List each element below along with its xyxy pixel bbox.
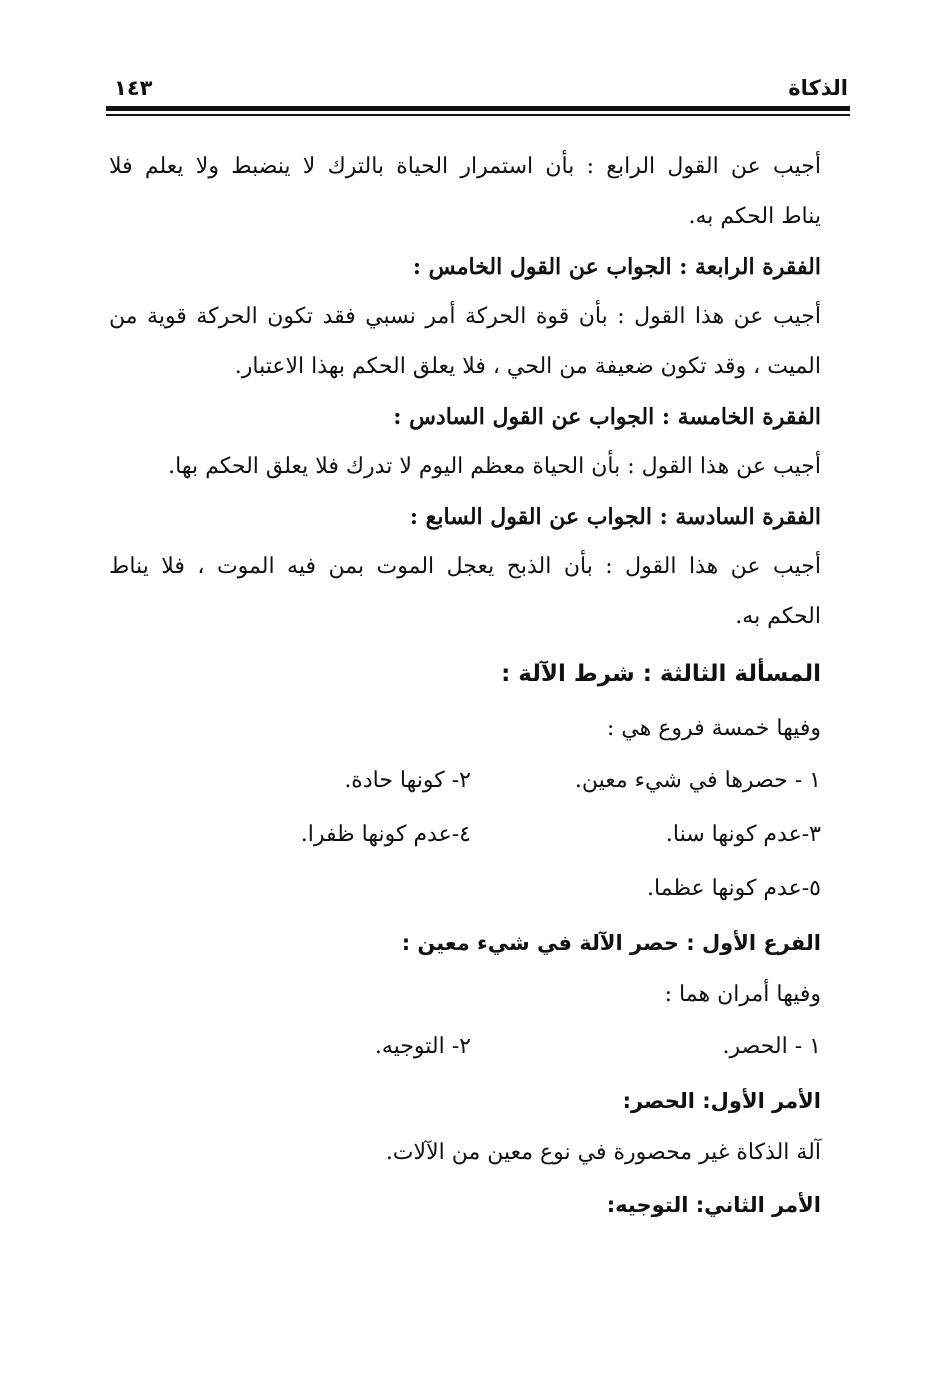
branch-item: ٤-عدم كونها ظفرا. [300,822,471,847]
paragraph-answer-fifth-line2: الميت ، وقد تكون ضعيفة من الحي ، فلا يعلق الحكم بهذا الاعتبار. [234,354,821,379]
branches-row-3 [109,862,821,916]
page-number: ١٤٣ [114,76,153,100]
branch1-title: الفرع الأول : حصر الآلة في شيء معين : [401,931,821,955]
running-title: الذكاة [788,76,848,100]
paragraph-answer-fifth-line1: أجيب عن هذا القول : بأن قوة الحركة أمر نسبي فقد تكون الحركة قوية من [109,304,821,329]
header-rule-thick [106,106,850,111]
matter2-title: الأمر الثاني: التوجيه: [606,1193,821,1217]
branch-item: ٢- كونها حادة. [344,768,471,793]
paragraph-answer-sixth: أجيب عن هذا القول : بأن الحياة معظم اليوم لا تدرك فلا يعلق الحكم بها. [168,454,821,479]
paragraph-answer-seventh-line2: الحكم به. [735,604,821,629]
branches-row-2 [109,808,821,862]
matter-item: ١ - الحصر. [722,1034,821,1059]
heading-paragraph-five: الفقرة الخامسة : الجواب عن القول السادس : [393,404,821,430]
matters-row [109,1020,821,1074]
header-rule-thin [106,114,850,116]
matter-item: ٢- التوجيه. [374,1034,471,1059]
heading-paragraph-four: الفقرة الرابعة : الجواب عن القول الخامس : [412,254,821,280]
section-title-tool-condition: المسألة الثالثة : شرط الآلة : [501,661,821,687]
page-header [108,74,848,104]
heading-paragraph-six: الفقرة السادسة : الجواب عن القول السابع : [409,504,821,530]
branch-item: ١ - حصرها في شيء معين. [574,768,821,793]
matter1-text: آلة الذكاة غير محصورة في نوع معين من الآلات. [385,1140,821,1165]
section-intro: وفيها خمسة فروع هي : [606,716,821,741]
branch1-intro: وفيها أمران هما : [664,982,821,1007]
paragraph-answer-seventh-line1: أجيب عن هذا القول : بأن الذبح يعجل الموت بمن فيه الموت ، فلا يناط [109,554,821,579]
paragraph-answer-fourth-line2: يناط الحكم به. [688,204,821,229]
branch-item: ٣-عدم كونها سنا. [665,822,821,847]
matter1-title: الأمر الأول: الحصر: [622,1089,821,1113]
branch-item: ٥-عدم كونها عظما. [647,876,821,901]
paragraph-answer-fourth-line1: أجيب عن القول الرابع : بأن استمرار الحياة بالترك لا ينضبط ولا يعلم فلا [109,154,821,179]
page-content [109,142,821,1232]
branches-row-1 [109,754,821,808]
